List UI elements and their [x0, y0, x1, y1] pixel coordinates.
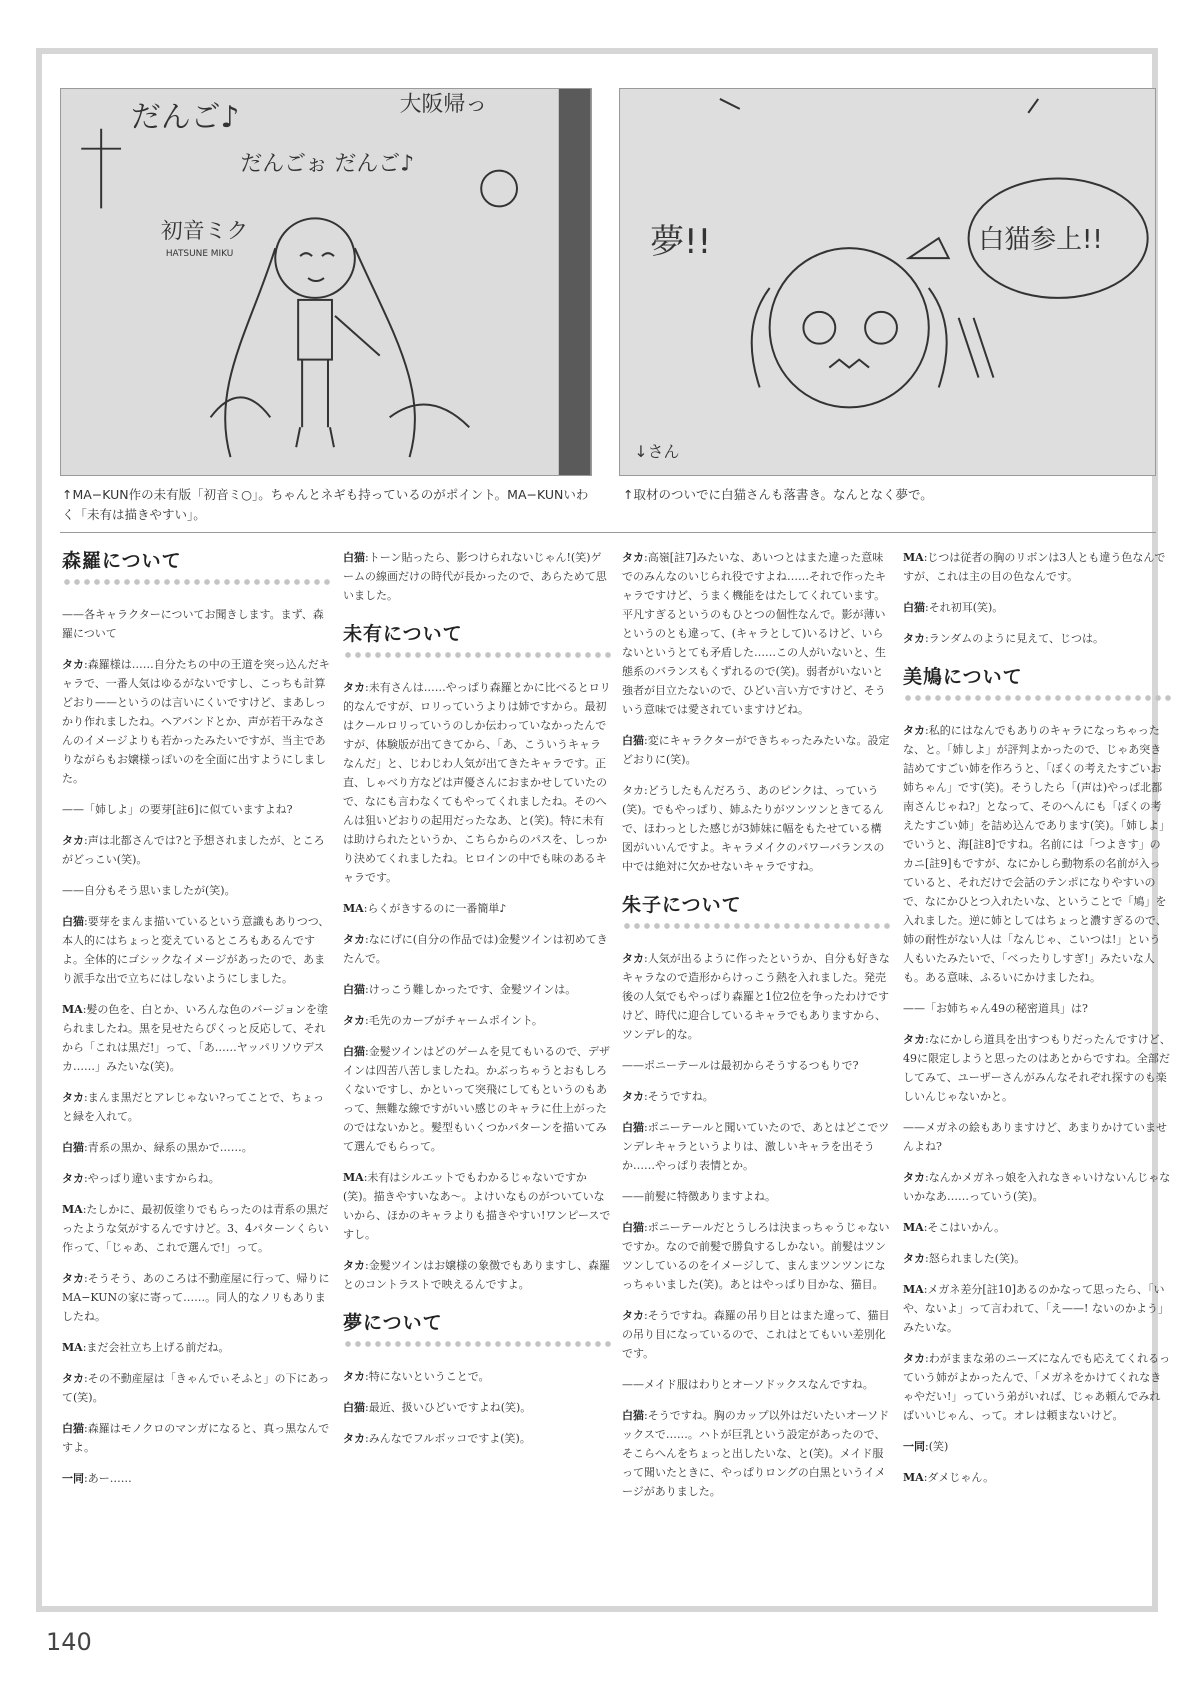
speaker: タカ [903, 1171, 925, 1184]
paragraph [622, 548, 890, 719]
dialogue: ——「姉しよ」の要芽[註6]に似ていますよね? [62, 803, 293, 816]
dialogue: :やっぱり違いますからね。 [84, 1172, 220, 1185]
speaker: 白猫 [903, 601, 925, 614]
paragraph [62, 655, 330, 788]
dialogue: :みんなでフルボッコですよ(笑)。 [365, 1432, 531, 1445]
dialogue: :そうですね。 [644, 1090, 714, 1103]
speaker: タカ [622, 1090, 644, 1103]
paragraph [622, 1306, 890, 1363]
dialogue: :人気が出るように作ったというか、自分も好きなキャラなので造形からけっこう熱を入れました。発売後の人気でもやっぱり森羅と1位2位を争ったわけですけど、時代に迎合しているキャラでもありますから、ツンデレ的な。 [622, 952, 890, 1041]
text-column-2 [343, 548, 611, 1468]
section-shinra [62, 552, 330, 1488]
paragraph [343, 899, 611, 918]
section-shinra-continued [343, 548, 611, 605]
paragraph [903, 1280, 1171, 1337]
paragraph [343, 980, 611, 999]
paragraph [62, 1169, 330, 1188]
dialogue: タカ:どうしたもんだろう、あのピンクは、っていう(笑)。でもやっぱり、姉ふたりがツンツンときてるんで、ほわっとした感じが3姉妹に幅をもたせている構図がいいんですよ。キャラメイクのパワーバランスの中では絶対に欠かせないキャラですね。 [622, 784, 885, 873]
board-text-shironeko: 白猫参上!! [978, 225, 1103, 256]
speaker: 白猫 [343, 983, 365, 996]
speaker: タカ [343, 1259, 365, 1272]
dialogue: :たしかに、最初仮塗りでもらったのは青系の黒だったような気がするんですけど。3、4パターンくらい作って、「じゃあ、これで選んで!」って。 [62, 1203, 329, 1254]
dialogue: :未有さんは……やっぱり森羅とかに比べるとロリ的なんですが、ロリっていうよりは姉ですから。最初はクールロリっていうのしか伝わっていなかったんですが、体験版が出てきてから、「あ、こういうキャラなんだ」と、じわじわ人気が出てきたキャラです。正直、しゃべり方などは声優さんにおまかせしていたので、なにも言わなくてもやってくれましたね。そのへんは狙いどおりの起用だったなあ、と(笑)。特に未有は助けられたというか、こちらからのパスを、しっかり決めてくれましたね。ヒロインの中でも味のあるキャラです。 [343, 681, 611, 884]
text-column-4 [903, 548, 1171, 1507]
speaker: タカ [343, 1432, 365, 1445]
paragraph [622, 1187, 890, 1206]
paragraph [343, 1168, 611, 1244]
whiteboard-photo-left [60, 88, 592, 476]
dialogue: :まんま黒だとアレじゃない?ってことで、ちょっと緑を入れて。 [62, 1091, 324, 1123]
paragraph [343, 678, 611, 887]
dotted-divider [62, 577, 330, 587]
section-akako-continued [903, 548, 1171, 648]
paragraph [62, 1088, 330, 1126]
paragraph [903, 1030, 1171, 1106]
photo-caption-right: ↑取材のついでに白猫さんも落書き。なんとなく夢で。 [623, 487, 933, 502]
dialogue: :金髪ツインはどのゲームを見てもいるので、デザインは四苦八苦しましたね。かぶっちゃうとおもしろくないですし、かといって突飛にしてもというのもあって、無難な線ですがいい感じのキャラに仕上がったのではないかと。髪型もいくつかパターンを描いてみて選んでもらって。 [343, 1045, 610, 1153]
speaker: MA [903, 1471, 924, 1484]
paragraph [903, 999, 1171, 1018]
dialogue: ——メイド服はわりとオーソドックスなんですね。 [622, 1378, 874, 1391]
section-title: 朱子について [622, 894, 742, 916]
paragraph [62, 1469, 330, 1488]
speaker: MA [903, 1221, 924, 1234]
page-number: 140 [46, 1628, 92, 1656]
paragraph [622, 1087, 890, 1106]
dialogue: :それ初耳(笑)。 [925, 601, 1004, 614]
paragraph [343, 1042, 611, 1156]
paragraph [622, 1218, 890, 1294]
dialogue: ——前髪に特徴ありますよね。 [622, 1190, 776, 1203]
speaker: タカ [622, 551, 644, 564]
dotted-divider [903, 693, 1171, 703]
board-text-osaka: 大阪帰っ [399, 91, 488, 117]
dialogue: :トーン貼ったら、影つけられないじゃん!(笑)ゲームの線画だけの時代が長かったので、あらためて思いました。 [343, 551, 607, 602]
dialogue: :らくがきするのに一番簡単♪ [363, 902, 507, 915]
dialogue: ——メガネの絵もありますけど、あまりかけていませんよね? [903, 1121, 1167, 1153]
speaker: MA [343, 1171, 364, 1184]
speaker: MA [62, 1203, 83, 1216]
dialogue: :森羅様は……自分たちの中の王道を突っ込んだキャラで、一番人気はゆるがないですし、こっちも計算どおり——というのは言いにくいですけど、まあしっかり作れましたね。ヘアバンドとか、声が若干みなさんのイメージよりも若かったみたいですが、当主でありながらもお嬢様っぽいのを全面に出すようにしました。 [62, 658, 330, 785]
dialogue: :私的にはなんでもありのキャラになっちゃったな、と。「姉しよ」が評判よかったので、じゃあ突き詰めてすごい姉を作ろうと、「ぼくの考えたすごいお姉ちゃん」です(笑)。そうしたら「(声は)やっぱ北都南さんじゃね?」となって、そのへんにも「ぼくの考えたすごい姉」を詰め込んであります(笑)。「姉しよ」でいうと、海[註8]ですね。名前には「つよきす」のカニ[註9]もですが、なにかしら動物系の名前が入っていると、それだけで会話のテンポになりやすいので、なにかひとつ入れたいな、ということで「鳩」を入れました。逆に姉としてはちょっと濃すぎるので、姉の耐性がない人は「なんじゃ、こいつは!」という人もいたみたいで、「べったりしすぎ!」みたいな人も。ある意味、ふるいにかけましたね。 [903, 724, 1171, 984]
whiteboard-sketch-yume [620, 89, 1155, 475]
paragraph [62, 1338, 330, 1357]
dialogue: :ポニーテールと聞いていたので、あとはどこでツンデレキャラというよりは、激しいキャラを出そうか……やっぱり表情とか。 [622, 1121, 890, 1172]
paragraph [62, 800, 330, 819]
speaker: 白猫 [62, 1422, 84, 1435]
text-column-1 [62, 548, 330, 1508]
dialogue: :じつは従者の胸のリボンは3人とも違う色なんですが、これは主の目の色なんです。 [903, 551, 1166, 583]
speaker: タカ [903, 724, 925, 737]
dialogue: :金髪ツインはお嬢様の象徴でもありますし、森羅とのコントラストで映えるんですよ。 [343, 1259, 611, 1291]
speaker: MA [343, 902, 364, 915]
paragraph [62, 1200, 330, 1257]
board-text-yume: 夢!! [650, 222, 712, 262]
dialogue: :そうですね。胸のカップ以外はだいたいオーソドックスで……。ハトが巨乳という設定があったので、そこらへんをちょっと出したいな、と(笑)。メイド服って聞いたときに、やっぱりロングの白黒というイメージがありました。 [622, 1409, 890, 1498]
board-text-san: ↓さん [634, 442, 680, 462]
speaker: タカ [343, 681, 365, 694]
speaker: 白猫 [622, 734, 644, 747]
speaker: タカ [62, 1172, 84, 1185]
speaker: 一同 [62, 1472, 84, 1485]
speaker: 白猫 [343, 1045, 365, 1058]
dialogue: :あー…… [84, 1472, 132, 1485]
section-yume-continued [622, 548, 890, 876]
paragraph [903, 721, 1171, 987]
dialogue: :なんかメガネっ娘を入れなきゃいけないんじゃないかなあ……っていう(笑)。 [903, 1171, 1171, 1203]
paragraph [62, 881, 330, 900]
dialogue: ——自分もそう思いましたが(笑)。 [62, 884, 236, 897]
speaker: 白猫 [622, 1121, 644, 1134]
whiteboard-photo-right [619, 88, 1156, 476]
speaker: タカ [903, 632, 925, 645]
paragraph [903, 1437, 1171, 1456]
dialogue: :未有はシルエットでもわかるじゃないですか(笑)。描きやすいなあ〜。よけいなものがついていないから、ほかのキャラよりも描きやすい!ワンピースですし。 [343, 1171, 611, 1241]
paragraph [622, 1056, 890, 1075]
board-text-dango2: だんごぉ だんご♪ [240, 151, 415, 177]
dialogue: ——ポニーテールは最初からそうするつもりで? [622, 1059, 859, 1072]
photo-caption-left: ↑MA−KUN作の未有版「初音ミ○」。ちゃんとネギも持っているのがポイント。MA−KUNいわく「未有は描きやすい」。 [62, 487, 589, 522]
section-miu [343, 625, 611, 1294]
paragraph [903, 1468, 1171, 1487]
section-title: 美鳩について [903, 666, 1023, 688]
section-title: 夢について [343, 1312, 443, 1334]
dialogue: :変にキャラクターができちゃったみたいな。設定どおりに(笑)。 [622, 734, 890, 766]
paragraph [622, 781, 890, 876]
paragraph [343, 1367, 611, 1386]
section-title: 未有について [343, 623, 463, 645]
paragraph [62, 831, 330, 869]
speaker: MA [62, 1341, 83, 1354]
dialogue: :わがままな弟のニーズになんでも応えてくれるっていう姉がよかったんで、「メガネをかけてくれなきゃやだい!」っていう弟がいれば、じゃあ頼んでみればいいじゃん、って。オレは頼まないけど。 [903, 1352, 1171, 1422]
speaker: 一同 [903, 1440, 925, 1453]
paragraph [903, 629, 1171, 648]
paragraph [62, 1000, 330, 1076]
speaker: タカ [622, 1309, 644, 1322]
dialogue: :髪の色を、白とか、いろんな色のバージョンを塗られましたね。黒を見せたらぴくっと反応して、それから「これは黒だ!」って、「あ……ヤッパリソウデスカ……」みたいな(笑)。 [62, 1003, 328, 1073]
dialogue: :高嶺[註7]みたいな、あいつとはまた違った意味でのみんなのいじられ役ですよね……それで作ったキャラですけど、うまく機能をはたしてくれています。平凡すぎるというのもひとつの個性なんで。影が薄いというのとも違って、(キャラとして)いるけど、いらないというとても矛盾した……この人がいないと、生態系のバランスもくずれるので(笑)。弱者がいないと強者が目立たないので、ひどい言い方ですけど、そういう意味では愛されていますけどね。 [622, 551, 886, 716]
paragraph [343, 1398, 611, 1417]
paragraph [903, 1168, 1171, 1206]
paragraph [62, 1138, 330, 1157]
paragraph [62, 605, 330, 643]
section-mihato [903, 668, 1171, 1487]
paragraph [903, 548, 1171, 586]
dialogue: :(笑) [925, 1440, 949, 1453]
paragraph [622, 1118, 890, 1175]
paragraph [62, 1419, 330, 1457]
dialogue: :青系の黒か、緑系の黒かで……。 [84, 1141, 253, 1154]
whiteboard-sketch-mini [61, 89, 591, 475]
speaker: タカ [903, 1033, 925, 1046]
speaker: タカ [343, 1014, 365, 1027]
dialogue: :最近、扱いひどいですよね(笑)。 [365, 1401, 532, 1414]
speaker: 白猫 [622, 1221, 644, 1234]
paragraph [343, 930, 611, 968]
dialogue: :声は北都さんでは?と予想されましたが、ところがどっこい(笑)。 [62, 834, 325, 866]
speaker: MA [62, 1003, 83, 1016]
speaker: MA [903, 551, 924, 564]
speaker: 白猫 [343, 551, 365, 564]
dialogue: ——「お姉ちゃん49の秘密道具」は? [903, 1002, 1088, 1015]
paragraph [343, 1011, 611, 1030]
paragraph [622, 1375, 890, 1394]
section-title: 森羅について [62, 550, 182, 572]
dialogue: :そうそう、あのころは不動産屋に行って、帰りにMA−KUNの家に寄って……。同人的なノリもありましたね。 [62, 1272, 330, 1323]
dialogue: :まだ会社立ち上げる前だね。 [82, 1341, 230, 1354]
dialogue: :ダメじゃん。 [923, 1471, 995, 1484]
speaker: 白猫 [62, 915, 84, 928]
speaker: 白猫 [62, 1141, 84, 1154]
dotted-divider [343, 1339, 611, 1349]
speaker: タカ [62, 1272, 84, 1285]
board-text-hatsune: 初音ミク [160, 219, 249, 245]
dialogue: :要芽をまんま描いているという意識もありつつ、本人的にはちょっと変えているところもあるんですよ。全体的にゴシックなイメージがあったので、あまり派手な出で立ちにはしないようにしました。 [62, 915, 330, 985]
text-column-3 [622, 548, 890, 1521]
dialogue: :そこはいかん。 [923, 1221, 1006, 1234]
speaker: タカ [62, 834, 84, 847]
dialogue: :森羅はモノクロのマンガになると、真っ黒なんですよ。 [62, 1422, 330, 1454]
dotted-divider [622, 921, 890, 931]
paragraph [903, 598, 1171, 617]
paragraph [62, 912, 330, 988]
dialogue: :ポニーテールだとうしろは決まっちゃうじゃないですか。なので前髪で勝負するしかない。前髪はツンツンしているのをイメージして、まんまツンツンになっちゃいました(笑)。あとはやっぱり目かな、猫目。 [622, 1221, 890, 1291]
dialogue: :怒られました(笑)。 [925, 1252, 1026, 1265]
paragraph [622, 949, 890, 1044]
dialogue: :なにげに(自分の作品では)金髪ツインは初めてきたんで。 [343, 933, 608, 965]
speaker: タカ [903, 1352, 925, 1365]
dialogue: :特にないということで。 [365, 1370, 490, 1383]
dialogue: :けっこう難しかったです、金髪ツインは。 [365, 983, 577, 996]
speaker: タカ [62, 658, 84, 671]
section-yume [343, 1314, 611, 1448]
dotted-divider [343, 650, 611, 660]
board-text-hatsune-romaji: HATSUNE MIKU [165, 249, 234, 260]
paragraph [622, 731, 890, 769]
paragraph [903, 1349, 1171, 1425]
dialogue: :毛先のカーブがチャームポイント。 [365, 1014, 543, 1027]
paragraph [343, 1256, 611, 1294]
section-akako [622, 896, 890, 1501]
speaker: 白猫 [343, 1401, 365, 1414]
paragraph [622, 1406, 890, 1501]
paragraph [903, 1218, 1171, 1237]
paragraph [62, 1269, 330, 1326]
dialogue: :メガネ差分[註10]あるのかなって思ったら、「いや、ないよ」って言われて、「え——! ないのかよう」みたいな。 [903, 1283, 1169, 1334]
dialogue: :ランダムのように見えて、じつは。 [925, 632, 1105, 645]
paragraph [343, 548, 611, 605]
speaker: タカ [343, 1370, 365, 1383]
dialogue: :そうですね。森羅の吊り目とはまた違って、猫目の吊り目になっているので、これはとてもいい差別化です。 [622, 1309, 890, 1360]
dialogue: :なにかしら道具を出すつもりだったんですけど、49に限定しようと思ったのはあとからですね。全部だしてみて、ユーザーさんがみんなそれぞれ探すのも楽しいんじゃないかと。 [903, 1033, 1171, 1103]
speaker: タカ [343, 933, 365, 946]
section-divider [60, 532, 1156, 533]
paragraph [62, 1369, 330, 1407]
speaker: 白猫 [622, 1409, 644, 1422]
speaker: タカ [62, 1091, 84, 1104]
speaker: MA [903, 1283, 924, 1296]
speaker: タカ [903, 1252, 925, 1265]
dialogue: :その不動産屋は「きゃんでぃそふと」の下にあって(笑)。 [62, 1372, 330, 1404]
paragraph [903, 1118, 1171, 1156]
dialogue: ——各キャラクターについてお聞きします。まず、森羅について [62, 608, 324, 640]
paragraph [343, 1429, 611, 1448]
board-text-dango: だんご♪ [131, 99, 240, 135]
speaker: タカ [62, 1372, 84, 1385]
speaker: タカ [622, 952, 644, 965]
paragraph [903, 1249, 1171, 1268]
